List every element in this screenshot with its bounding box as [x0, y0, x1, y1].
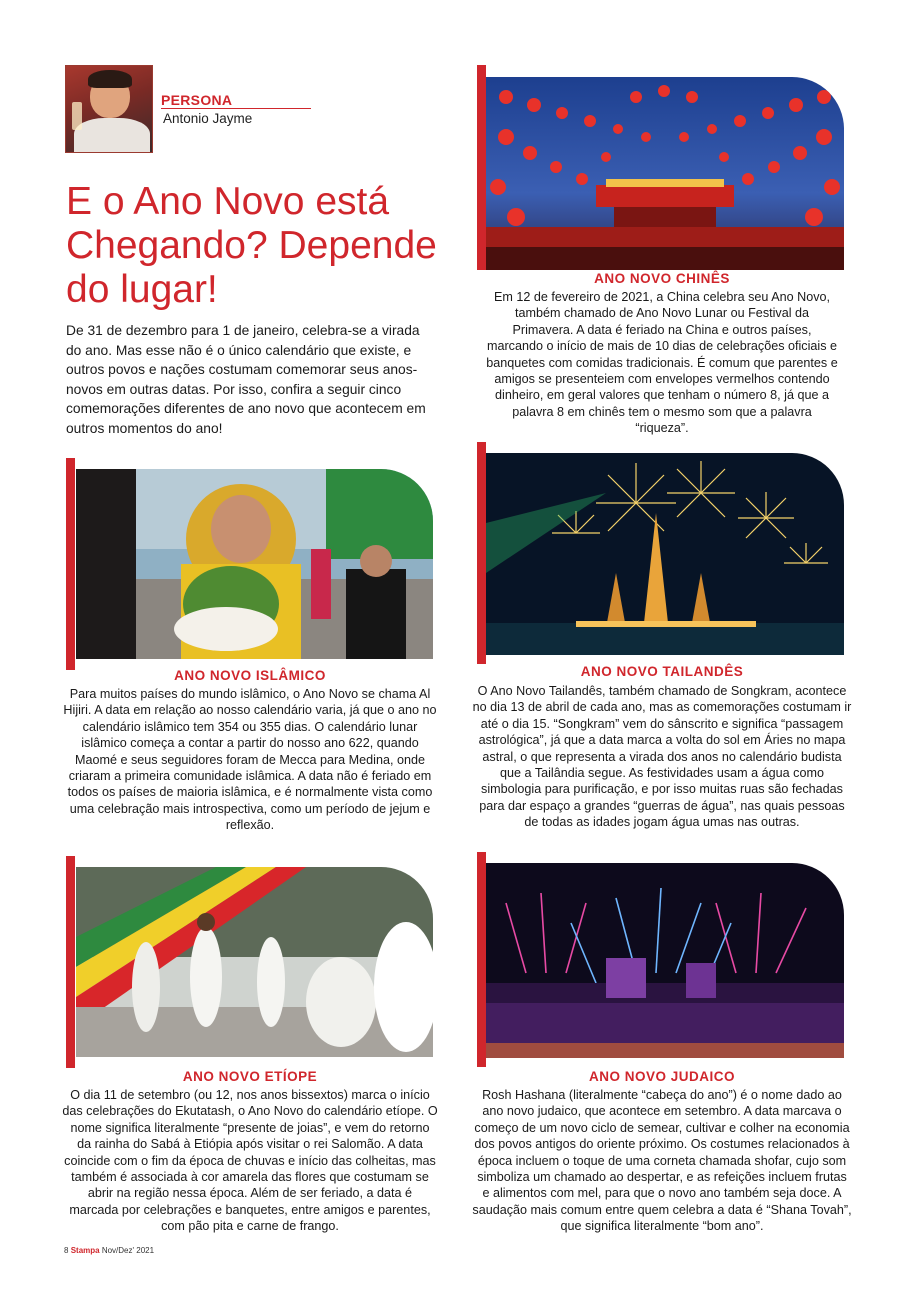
section-body-islamic: Para muitos países do mundo islâmico, o Ano Novo se chama Al Hijiri. A data em relação ao nosso calendário varia, já que o ano no calendário islâmico tem 354 ou 355 dias. O calendário lunar islâmico começa a contar a partir do nosso ano 622, quando Maomé e seus seguidores foram de Mecca para Medina, onde criaram a primeira comunidade islâmica. A data não é feriado em todos os países de maioria islâmica, e é normalmente vista como uma celebração mais introspectiva, como um período de jejum e reflexão.	[63, 687, 437, 833]
accent-bar	[477, 442, 486, 664]
section-title-jewish: ANO NOVO JUDAICO	[588, 1069, 735, 1084]
page-number: 8	[64, 1246, 69, 1255]
magazine-brand: Stampa	[70, 1246, 100, 1255]
column-label: PERSONA	[161, 92, 233, 108]
chinese-lanterns-photo	[486, 77, 844, 270]
accent-bar	[477, 852, 486, 1067]
column-divider	[161, 108, 311, 109]
accent-bar	[66, 458, 75, 670]
issue-date: Nov/Dez' 2021	[101, 1246, 155, 1255]
thai-fireworks-photo	[486, 453, 844, 655]
jewish-fireworks-photo	[486, 863, 844, 1058]
ethiopian-celebration-photo	[76, 867, 433, 1057]
page-footer	[64, 1246, 154, 1255]
article-intro: De 31 de dezembro para 1 de janeiro, celebra-se a virada do ano. Mas esse não é o único calendário que existe, e outros povos e nações costumam comemorar seus anos-novos em outras datas. Por isso, confira a seguir cinco comemorações diferentes de ano novo que acontecem em outros momentos do ano!	[66, 323, 426, 436]
section-title-thai: ANO NOVO TAILANDÊS	[580, 664, 744, 679]
section-body-chinese: Em 12 de fevereiro de 2021, a China celebra seu Ano Novo, também chamado de Ano Novo Lunar ou Festival da Primavera. A data é feriado na China e outros países, marcando o início de mais de 10 dias de celebrações oficiais e banquetes com comidas tradicionais. É comum que parentes e amigos se presenteiem com envelopes vermelhos contendo dinheiro, em geral valores que tenham o número 8, já que a palavra 8 em chinês tem o mesmo som que a palavra “riqueza”.	[486, 290, 838, 436]
section-body-ethiopian: O dia 11 de setembro (ou 12, nos anos bissextos) marca o início das celebrações do Ekutatash, o Ano Novo do calendário etíope. O nome significa literalmente “presente de joias”, e vem do retorno da rainha do Sabá à Etiópia após visitar o rei Salomão. A data coincide com o fim da época de chuvas e início das colheitas, mas também é associada à cor amarela das flores que costumam se abrir na região nessa época. Além de ser feriado, a data é marcada por celebrações e banquetes, entre amigos e parentes, com pão pita e carne de frango.	[62, 1088, 438, 1234]
section-title-islamic: ANO NOVO ISLÂMICO	[174, 668, 326, 683]
section-title-ethiopian: ANO NOVO ETÍOPE	[182, 1069, 318, 1084]
persona-header	[65, 65, 315, 153]
islamic-parade-photo	[76, 469, 433, 659]
accent-bar	[66, 856, 75, 1068]
accent-bar	[477, 65, 486, 270]
author-photo	[65, 65, 153, 153]
article-headline: E o Ano Novo está Chegando? Depende do lugar!	[66, 180, 437, 311]
section-title-chinese: ANO NOVO CHINÊS	[594, 271, 730, 286]
section-body-jewish: Rosh Hashana (literalmente “cabeça do ano”) é o nome dado ao ano novo judaico, que acontece em setembro. A data marcava o começo de um novo ciclo de semear, cultivar e colher na economia dos povos antigos do oriente próximo. Os costumes relacionados à época incluem o toque de uma corneta chamada shofar, cujo som simboliza um chamado ao despertar, e as refeições incluem frutas e alimentos com mel, para que o novo ano também seja doce. A saudação mais comum entre quem celebra a data é “Shana Tovah”, que significa literalmente “bom ano”.	[472, 1088, 852, 1234]
author-name: Antonio Jayme	[163, 111, 253, 126]
section-body-thai: O Ano Novo Tailandês, também chamado de Songkram, acontece no dia 13 de abril de cada ano, mas as comemorações costumam ir até o dia 15. “Songkram” vem do sânscrito e significa “passagem astrológica”, já que a data marca a volta do sol em Áries no mapa astral, o que representa a virada dos anos no calendário budista que a Tailândia segue. As festividades usam a água como simbologia para purificação, e por isso muitas ruas são fechadas para dar espaço a grandes “guerras de água”, nas quais pessoas de todas as idades jogam água umas nas outras.	[472, 684, 852, 830]
